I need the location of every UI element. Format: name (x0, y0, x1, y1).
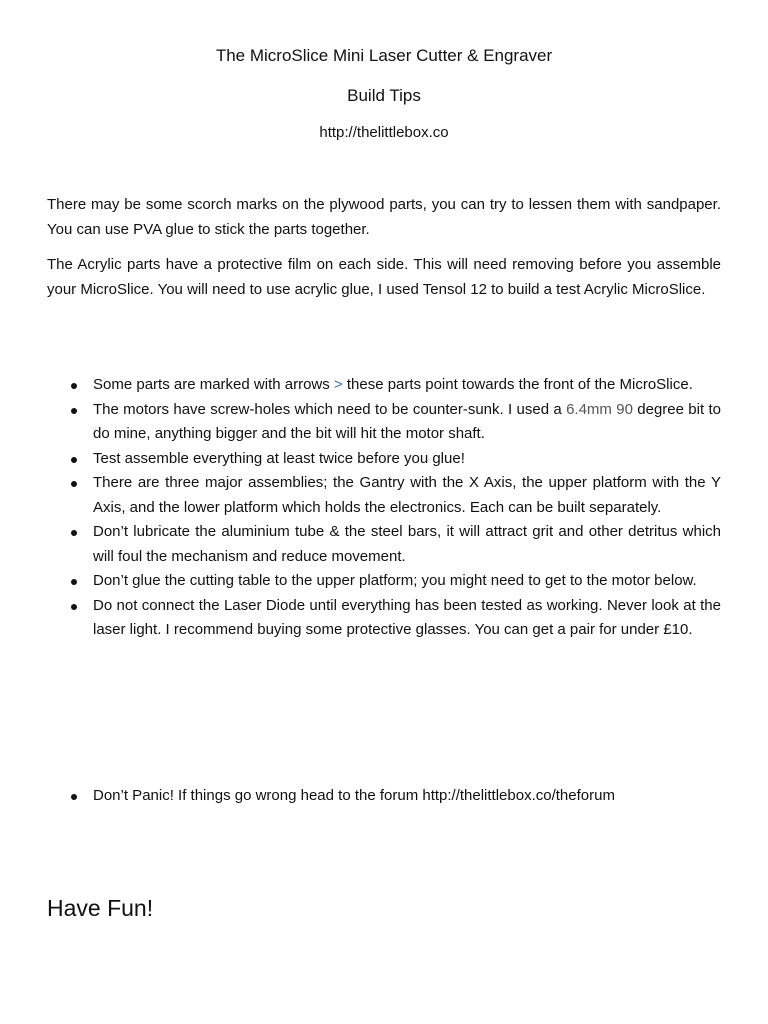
list-item-text: Don’t lubricate the aluminium tube & the steel bars, it will attract grit and other detritus which will foul the mechanism and reduce movement. (93, 523, 721, 565)
list-item (47, 471, 721, 520)
paragraph-acrylic: The Acrylic parts have a protective film on each side. This will need removing before you assemble your MicroSlice. You will need to use acrylic glue, I used Tensol 12 to build a test Acrylic MicroSlice. (47, 256, 721, 298)
bullet-icon (71, 794, 77, 800)
paragraph-plywood: There may be some scorch marks on the plywood parts, you can try to lessen them with sandpaper. You can use PVA glue to stick the parts together. (47, 196, 721, 238)
list-item (47, 784, 721, 809)
list-item-text: Some parts are marked with arrows (93, 376, 334, 393)
list-item (47, 398, 721, 447)
closing-heading: Have Fun! (47, 895, 154, 921)
list-item-text: There are three major assemblies; the Gantry with the X Axis, the upper platform with the Y Axis, and the lower platform which holds the electronics. Each can be built separately. (93, 474, 721, 516)
bullet-icon (71, 481, 77, 487)
list-item-text: The motors have screw-holes which need to be counter-sunk. I used a (93, 400, 567, 418)
list-item (47, 569, 721, 594)
website-url: http://thelittlebox.co (319, 124, 449, 141)
bullet-icon (71, 530, 77, 536)
bullet-icon (71, 604, 77, 610)
bullet-icon (71, 579, 77, 585)
list-item-text: Don’t glue the cutting table to the upper platform; you might need to get to the motor below. (93, 572, 697, 589)
forum-tip-text: Don’t Panic! If things go wrong head to the forum http://thelittlebox.co/theforum (93, 787, 615, 804)
bullet-icon (71, 457, 77, 463)
document-title: The MicroSlice Mini Laser Cutter & Engraver (215, 46, 553, 65)
bullet-icon (71, 383, 77, 389)
bit-size: 6.4mm 90 (566, 400, 633, 418)
bullet-icon (71, 408, 77, 414)
list-item-text: these parts point towards the front of the MicroSlice. (342, 376, 693, 393)
list-item (47, 594, 721, 643)
list-item (47, 373, 721, 398)
forum-list (47, 784, 721, 809)
list-item (47, 447, 721, 472)
list-item-text: degree bit to do mine, anything bigger and the bit will hit the motor shaft. (93, 400, 721, 442)
document-subtitle: Build Tips (347, 86, 421, 105)
list-item-text: Do not connect the Laser Diode until everything has been tested as working. Never look at the laser light. I recommend buying some protective glasses. You can get a pair for under £10. (93, 596, 721, 638)
list-item-text: Test assemble everything at least twice before you glue! (93, 449, 465, 467)
arrow-symbol: > (333, 376, 343, 393)
list-item (47, 520, 721, 569)
tips-list (47, 373, 721, 643)
